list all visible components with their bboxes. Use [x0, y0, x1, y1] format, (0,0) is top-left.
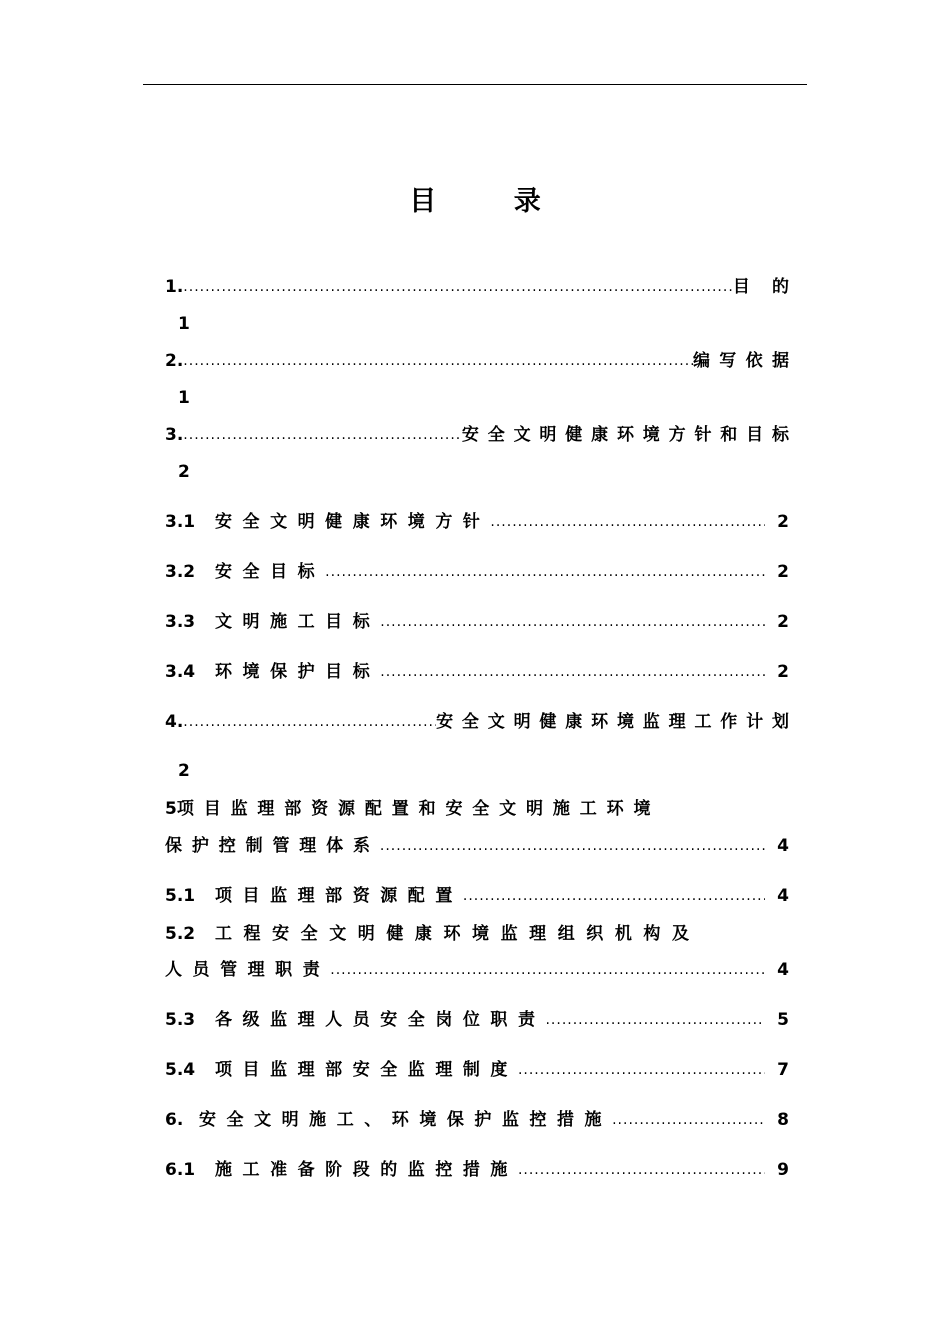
page-title: 目 录	[409, 186, 575, 217]
toc-entry-3-4[interactable]	[165, 660, 789, 684]
toc-entry-number: 4.	[165, 712, 184, 732]
toc-entry-6[interactable]	[165, 1108, 789, 1132]
toc-entry-2[interactable]	[165, 349, 799, 373]
toc-leader-dots	[183, 710, 436, 734]
toc-entry-3[interactable]	[165, 423, 798, 447]
toc-leader-dots	[330, 958, 765, 982]
toc-entry-number: 5.1	[165, 886, 196, 906]
toc-entry-text: 安全文明健康环境方针	[215, 512, 491, 532]
toc-entry-6-1[interactable]	[165, 1158, 789, 1182]
toc-entry-3-3[interactable]	[165, 610, 789, 634]
toc-entry-text: 项目监理部资源配置	[215, 886, 463, 906]
toc-leader-dots	[380, 834, 765, 858]
toc-entry-5-2[interactable]	[165, 922, 789, 946]
toc-leader-dots	[183, 349, 693, 373]
toc-leader-dots	[545, 1008, 765, 1032]
toc-entry-text: 项目监理部资源配置和安全文明施工环境	[176, 799, 661, 819]
toc-entry-text: 环境保护目标	[215, 662, 381, 682]
toc-entry-number: 2.	[165, 351, 184, 371]
toc-entry-page: 2	[777, 562, 789, 582]
toc-entry-text: 编写依据	[692, 351, 799, 371]
toc-entry-number: 3.3	[165, 612, 196, 632]
toc-entry-number: 6.	[165, 1110, 184, 1130]
toc-leader-dots	[183, 423, 462, 447]
toc-entry-page: 9	[777, 1160, 789, 1180]
toc-leader-dots	[612, 1108, 765, 1132]
toc-entry-5-continued[interactable]	[165, 834, 789, 858]
toc-entry-number: 5	[165, 799, 177, 819]
toc-entry-text: 文明施工目标	[215, 612, 381, 632]
toc-entry-5-4[interactable]	[165, 1058, 789, 1082]
toc-entry-page: 8	[777, 1110, 789, 1130]
toc-entry-5-2-continued[interactable]	[165, 958, 789, 982]
toc-entry-text: 安全目标	[215, 562, 326, 582]
toc-entry-number: 5.4	[165, 1060, 196, 1080]
toc-entry-page: 4	[777, 960, 789, 980]
toc-entry-page: 2	[777, 612, 789, 632]
toc-entry-text: 施工准备阶段的监控措施	[215, 1160, 518, 1180]
toc-entry-number: 5.3	[165, 1010, 196, 1030]
toc-entry-page: 1	[178, 388, 190, 408]
toc-entry-text: 人员管理职责	[165, 960, 331, 980]
toc-entry-text: 工程安全文明健康环境监理组织机构及	[215, 924, 701, 944]
toc-entry-page: 2	[178, 462, 190, 482]
toc-entry-page: 2	[178, 761, 190, 781]
toc-entry-page: 2	[777, 512, 789, 532]
toc-entry-page: 2	[777, 662, 789, 682]
toc-entry-page: 4	[777, 836, 789, 856]
toc-entry-text: 保护控制管理体系	[165, 836, 380, 856]
toc-entry-number: 6.1	[165, 1160, 196, 1180]
toc-leader-dots	[380, 610, 765, 634]
toc-entry-number: 3.2	[165, 562, 196, 582]
toc-leader-dots	[325, 560, 765, 584]
toc-leader-dots	[490, 510, 765, 534]
toc-entry-number: 5.2	[165, 924, 196, 944]
toc-leader-dots	[183, 275, 733, 299]
toc-entry-text: 各级监理人员安全岗位职责	[215, 1010, 546, 1030]
toc-entry-4[interactable]	[165, 710, 798, 734]
toc-entry-page: 4	[777, 886, 789, 906]
toc-entry-1[interactable]	[165, 275, 812, 299]
toc-entry-page: 1	[178, 314, 190, 334]
toc-leader-dots	[518, 1058, 765, 1082]
toc-leader-dots	[463, 884, 765, 908]
toc-leader-dots	[380, 660, 765, 684]
toc-entry-5-1[interactable]	[165, 884, 789, 908]
toc-leader-dots	[518, 1158, 765, 1182]
toc-entry-text: 安全文明施工、环境保护监控措施	[199, 1110, 613, 1130]
toc-entry-text: 安全文明健康环境监理工作计划	[436, 712, 798, 732]
toc-entry-number: 1.	[165, 277, 184, 297]
toc-entry-number: 3.	[165, 425, 184, 445]
toc-entry-3-1[interactable]	[165, 510, 789, 534]
toc-entry-page: 7	[777, 1060, 789, 1080]
toc-entry-5-3[interactable]	[165, 1008, 789, 1032]
toc-entry-text: 安全文明健康环境方针和目标	[461, 425, 798, 445]
toc-entry-page: 5	[777, 1010, 789, 1030]
header-rule	[143, 84, 807, 85]
toc-entry-number: 3.1	[165, 512, 196, 532]
toc-entry-number: 3.4	[165, 662, 196, 682]
toc-entry-3-2[interactable]	[165, 560, 789, 584]
toc-entry-text: 目的	[732, 277, 812, 297]
toc-entry-text: 项目监理部安全监理制度	[215, 1060, 518, 1080]
toc-entry-5[interactable]	[165, 797, 789, 821]
